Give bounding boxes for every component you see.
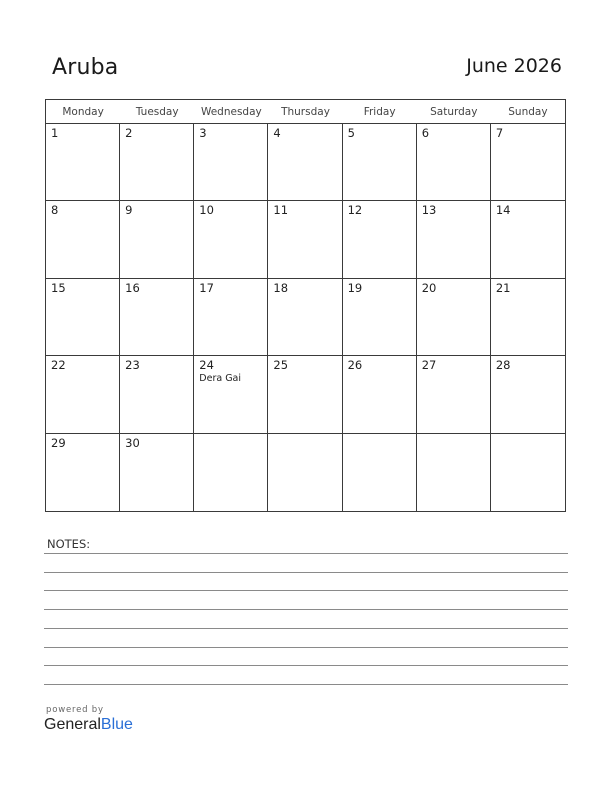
note-line — [44, 628, 568, 629]
day-cell — [46, 124, 120, 201]
day-number: 4 — [273, 126, 281, 140]
day-cell — [491, 434, 565, 511]
day-number: 21 — [495, 280, 511, 295]
day-number: 24 — [199, 358, 214, 373]
day-cell — [194, 356, 268, 433]
note-line — [44, 647, 568, 648]
note-line — [44, 665, 568, 666]
calendar-grid — [45, 99, 566, 512]
day-cell — [268, 434, 342, 511]
day-cell — [343, 434, 417, 511]
day-number: 26 — [347, 358, 363, 373]
day-cell — [120, 434, 194, 511]
day-cells — [46, 124, 565, 511]
day-number: 30 — [125, 435, 140, 450]
note-line — [44, 684, 568, 685]
weekday-monday: Monday — [62, 106, 104, 118]
country-title: Aruba — [52, 55, 119, 80]
day-cell — [417, 356, 491, 433]
day-cell — [46, 356, 120, 433]
day-cell — [120, 279, 194, 356]
day-cell — [46, 201, 120, 278]
note-line — [44, 590, 568, 591]
day-number: 8 — [51, 203, 59, 218]
day-cell — [491, 279, 565, 356]
generalblue-logo — [44, 716, 133, 734]
weekday-friday: Friday — [363, 106, 396, 118]
day-cell — [120, 356, 194, 433]
weekday-sunday: Sunday — [508, 106, 548, 118]
notes-label: NOTES: — [47, 537, 91, 551]
day-number: 28 — [495, 358, 511, 373]
day-cell — [343, 279, 417, 356]
day-number: 25 — [273, 358, 289, 373]
day-number: 13 — [421, 203, 437, 218]
day-cell — [417, 434, 491, 511]
day-cell — [194, 279, 268, 356]
day-number: 7 — [495, 126, 504, 140]
day-cell — [120, 201, 194, 278]
weekday-header-row — [46, 100, 565, 124]
month-year-title: June 2026 — [466, 55, 562, 77]
day-number: 20 — [421, 280, 437, 295]
day-cell — [194, 434, 268, 511]
weekday-thursday: Thursday — [281, 106, 330, 118]
day-number: 3 — [199, 126, 207, 140]
day-cell — [46, 434, 120, 511]
note-line — [44, 553, 568, 554]
day-number: 11 — [273, 203, 289, 218]
day-cell — [343, 124, 417, 201]
weekday-wednesday: Wednesday — [200, 106, 262, 118]
day-cell — [491, 201, 565, 278]
day-number: 15 — [51, 280, 66, 295]
day-cell — [268, 124, 342, 201]
day-number: 2 — [125, 126, 133, 140]
day-number: 12 — [347, 203, 363, 218]
day-cell — [120, 124, 194, 201]
day-number: 17 — [199, 280, 214, 295]
brand-general-text: General — [44, 716, 101, 733]
day-number: 16 — [125, 280, 140, 295]
day-cell — [417, 279, 491, 356]
day-number: 29 — [51, 435, 66, 450]
day-number: 23 — [125, 358, 140, 373]
powered-by-label: powered by — [46, 705, 104, 715]
brand-blue-text: Blue — [100, 716, 133, 733]
day-number: 1 — [51, 126, 59, 140]
day-number: 27 — [421, 358, 437, 373]
day-number: 6 — [421, 126, 430, 140]
holiday-label: Dera Gai — [199, 373, 242, 385]
day-number: 10 — [199, 203, 214, 218]
day-cell — [491, 124, 565, 201]
day-cell — [343, 201, 417, 278]
day-cell — [417, 124, 491, 201]
day-number: 14 — [495, 203, 511, 218]
day-cell — [194, 201, 268, 278]
day-cell — [417, 201, 491, 278]
day-number: 18 — [273, 280, 289, 295]
day-cell — [194, 124, 268, 201]
day-cell — [46, 279, 120, 356]
day-cell — [268, 356, 342, 433]
day-number: 19 — [347, 280, 363, 295]
day-cell — [491, 356, 565, 433]
note-line — [44, 572, 568, 573]
weekday-saturday: Saturday — [430, 106, 478, 118]
day-number: 5 — [347, 126, 355, 140]
day-number: 22 — [51, 358, 66, 373]
day-cell — [343, 356, 417, 433]
day-cell — [268, 201, 342, 278]
weekday-tuesday: Tuesday — [135, 106, 179, 118]
day-number: 9 — [125, 203, 133, 218]
day-cell — [268, 279, 342, 356]
note-line — [44, 609, 568, 610]
